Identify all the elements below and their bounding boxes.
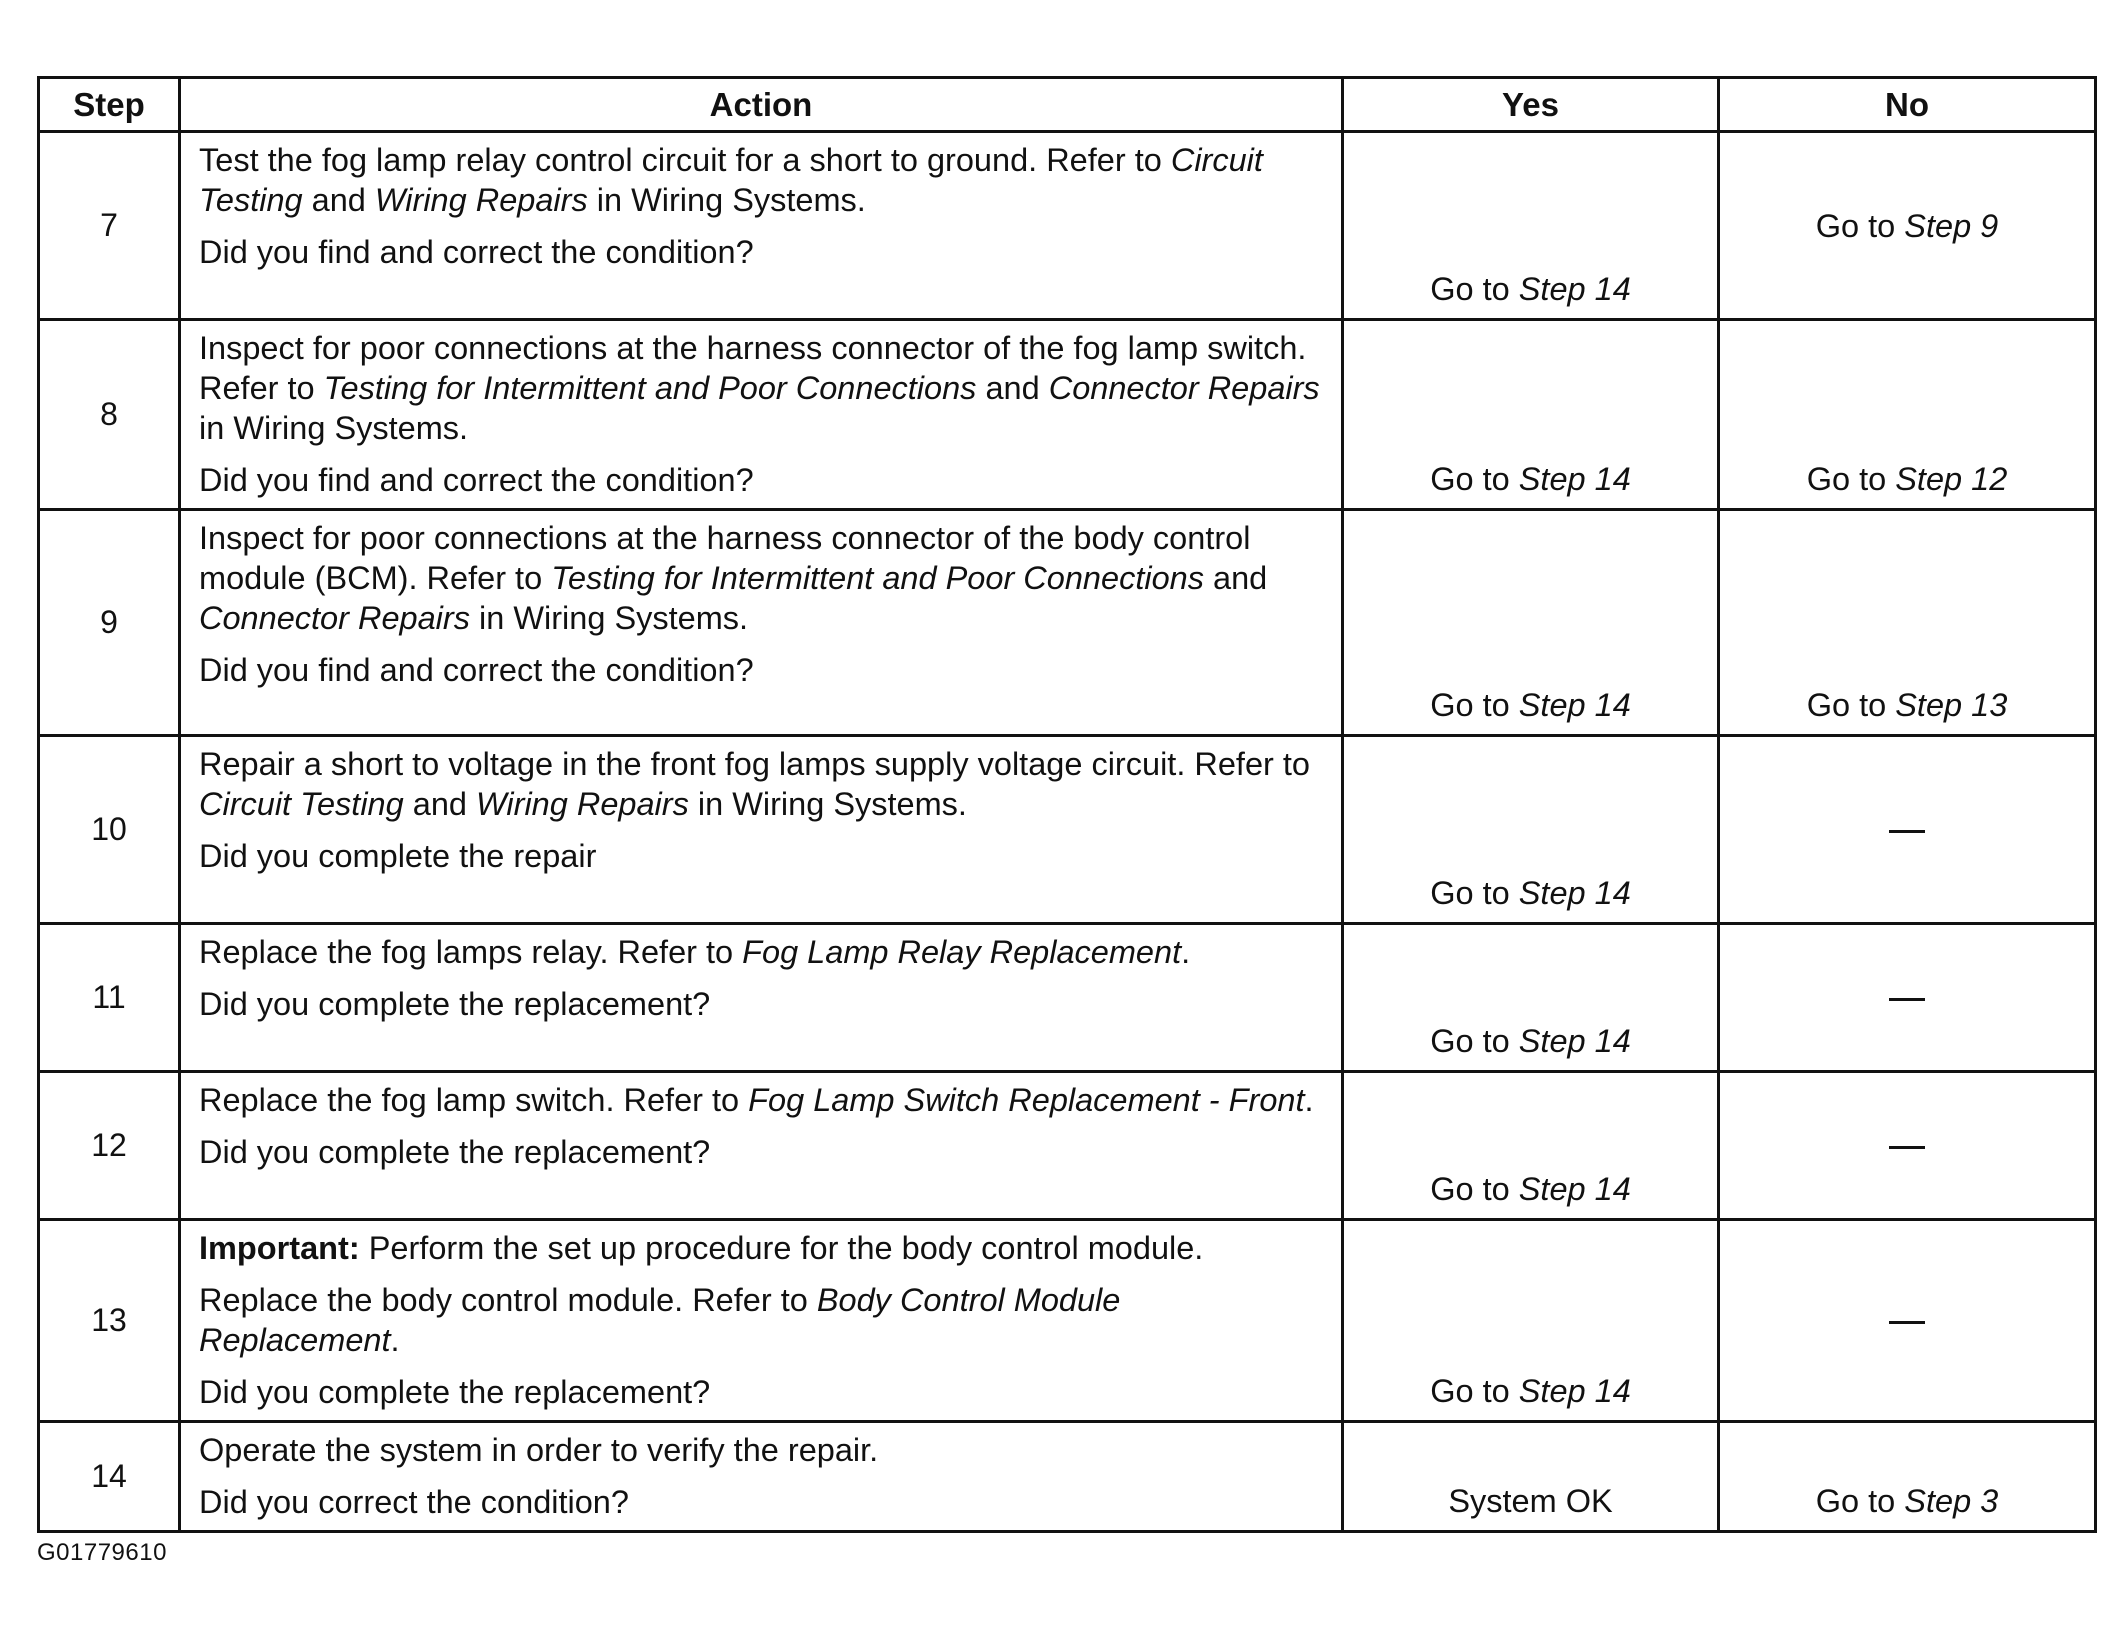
yes-cell — [1343, 736, 1719, 924]
text-run: Go to — [1815, 207, 1905, 244]
action-instruction — [199, 1080, 1325, 1120]
italic-reference: Step 14 — [1518, 687, 1631, 723]
action-question — [199, 232, 1325, 272]
action-cell — [180, 510, 1343, 736]
text-run: Go to — [1806, 461, 1896, 497]
action-cell — [180, 320, 1343, 510]
table-row — [39, 320, 2096, 510]
step-number: 10 — [39, 736, 180, 924]
text-run: Go to — [1815, 1483, 1905, 1519]
text-run: in Wiring Systems. — [688, 786, 967, 822]
text-run: Did you complete the repair — [199, 838, 597, 874]
text-run: in Wiring Systems. — [587, 182, 866, 218]
action-cell — [180, 1422, 1343, 1532]
table-row — [39, 1220, 2096, 1422]
text-run: Operate the system in order to verify the repair. — [199, 1432, 879, 1468]
text-run: Inspect for poor connections at the harness connector of the body control module (BCM). Refer to — [199, 520, 1251, 596]
header-step: Step — [39, 78, 180, 132]
action-question — [199, 1482, 1325, 1522]
header-action: Action — [180, 78, 1343, 132]
text-run: Go to — [1430, 875, 1519, 911]
no-cell — [1719, 320, 2096, 510]
no-cell — [1719, 924, 2096, 1072]
no-cell — [1719, 736, 2096, 924]
text-run: Did you complete the replacement? — [199, 1374, 711, 1410]
table-body — [39, 132, 2096, 1532]
table-row — [39, 510, 2096, 736]
header-yes: Yes — [1343, 78, 1719, 132]
italic-reference: Testing for Intermittent and Poor Connections — [323, 370, 977, 406]
action-question — [199, 1132, 1325, 1172]
text-run: Did you complete the replacement? — [199, 986, 711, 1022]
step-number: 11 — [39, 924, 180, 1072]
italic-reference: Circuit Testing — [199, 142, 1263, 218]
italic-reference: Step 14 — [1518, 875, 1631, 911]
no-cell — [1719, 1072, 2096, 1220]
dash-glyph — [1889, 830, 1925, 833]
text-run: Go to — [1430, 271, 1519, 307]
bold-label: Important: — [199, 1230, 360, 1266]
table-row — [39, 736, 2096, 924]
no-cell — [1719, 1422, 2096, 1532]
step-number: 9 — [39, 510, 180, 736]
text-run: Go to — [1430, 1373, 1519, 1409]
header-row — [39, 78, 2096, 132]
step-number: 7 — [39, 132, 180, 320]
italic-reference: Step 3 — [1904, 1483, 1999, 1519]
italic-reference: Wiring Repairs — [476, 786, 689, 822]
action-question — [199, 650, 1325, 690]
text-run: . — [1181, 934, 1191, 970]
yes-cell — [1343, 924, 1719, 1072]
text-run: . — [1304, 1082, 1314, 1118]
text-run: in Wiring Systems. — [199, 410, 469, 446]
yes-cell — [1343, 1422, 1719, 1532]
text-run: Did you complete the replacement? — [199, 1134, 711, 1170]
yes-cell — [1343, 132, 1719, 320]
action-question — [199, 460, 1325, 500]
action-instruction — [199, 1430, 1325, 1470]
no-cell — [1719, 1220, 2096, 1422]
text-run: Replace the fog lamp switch. Refer to — [199, 1082, 749, 1118]
text-run: Go to — [1806, 687, 1896, 723]
action-question — [199, 984, 1325, 1024]
text-run: Inspect for poor connections at the harness connector of the fog lamp switch. Refer to — [199, 330, 1307, 406]
table-row — [39, 1072, 2096, 1220]
italic-reference: Step 14 — [1518, 1171, 1631, 1207]
no-cell — [1719, 132, 2096, 320]
text-run: Perform the set up procedure for the body control module. — [359, 1230, 1204, 1266]
text-run: Go to — [1430, 461, 1519, 497]
action-instruction — [199, 140, 1325, 220]
italic-reference: Wiring Repairs — [374, 182, 588, 218]
italic-reference: Step 14 — [1518, 271, 1631, 307]
step-number: 14 — [39, 1422, 180, 1532]
italic-reference: Fog Lamp Relay Replacement — [742, 934, 1182, 970]
italic-reference: Body Control Module Replacement — [199, 1282, 1121, 1358]
yes-cell — [1343, 1072, 1719, 1220]
yes-cell — [1343, 320, 1719, 510]
action-instruction — [199, 744, 1325, 824]
italic-reference: Step 13 — [1895, 687, 2008, 723]
table-row — [39, 1422, 2096, 1532]
text-run: Go to — [1430, 687, 1519, 723]
step-number: 13 — [39, 1220, 180, 1422]
italic-reference: Testing for Intermittent and Poor Connections — [551, 560, 1204, 596]
header-no: No — [1719, 78, 2096, 132]
text-run: Test the fog lamp relay control circuit for a short to ground. Refer to — [199, 142, 1171, 178]
no-cell — [1719, 510, 2096, 736]
text-run: Did you find and correct the condition? — [199, 234, 754, 270]
text-run: and — [403, 786, 477, 822]
text-run: Go to — [1430, 1171, 1519, 1207]
action-cell — [180, 736, 1343, 924]
action-instruction — [199, 932, 1325, 972]
action-instruction — [199, 518, 1325, 638]
italic-reference: Step 14 — [1518, 461, 1631, 497]
diagnostic-table — [37, 76, 2097, 1533]
step-number: 8 — [39, 320, 180, 510]
text-run: Replace the body control module. Refer to — [199, 1282, 817, 1318]
text-run: Replace the fog lamps relay. Refer to — [199, 934, 743, 970]
text-run: Did you find and correct the condition? — [199, 462, 754, 498]
action-cell — [180, 1220, 1343, 1422]
italic-reference: Step 14 — [1518, 1023, 1631, 1059]
step-number: 12 — [39, 1072, 180, 1220]
action-cell — [180, 132, 1343, 320]
text-run: and — [302, 182, 375, 218]
text-run: and — [1203, 560, 1268, 596]
yes-cell — [1343, 1220, 1719, 1422]
italic-reference: Connector Repairs — [1048, 370, 1320, 406]
text-run: System OK — [1448, 1483, 1613, 1519]
italic-reference: Connector Repairs — [199, 600, 470, 636]
figure-id: G01779610 — [37, 1539, 167, 1566]
text-run: Did you find and correct the condition? — [199, 652, 754, 688]
text-run: Did you correct the condition? — [199, 1484, 629, 1520]
italic-reference: Step 9 — [1904, 207, 1999, 244]
action-instruction — [199, 328, 1325, 448]
text-run: and — [976, 370, 1049, 406]
action-question — [199, 1372, 1325, 1412]
action-instruction — [199, 1228, 1325, 1268]
yes-cell — [1343, 510, 1719, 736]
italic-reference: Circuit Testing — [199, 786, 404, 822]
action-cell — [180, 1072, 1343, 1220]
table-row — [39, 924, 2096, 1072]
action-question — [199, 836, 1325, 876]
text-run: . — [390, 1322, 400, 1358]
text-run: Repair a short to voltage in the front fog lamps supply voltage circuit. Refer to — [199, 746, 1310, 782]
action-cell — [180, 924, 1343, 1072]
action-instruction — [199, 1280, 1325, 1360]
table-row — [39, 132, 2096, 320]
italic-reference: Fog Lamp Switch Replacement - Front — [748, 1082, 1305, 1118]
text-run: in Wiring Systems. — [469, 600, 749, 636]
dash-glyph — [1889, 1146, 1925, 1149]
dash-glyph — [1889, 1321, 1925, 1324]
dash-glyph — [1889, 998, 1925, 1001]
italic-reference: Step 14 — [1518, 1373, 1631, 1409]
text-run: Go to — [1430, 1023, 1519, 1059]
italic-reference: Step 12 — [1895, 461, 2008, 497]
